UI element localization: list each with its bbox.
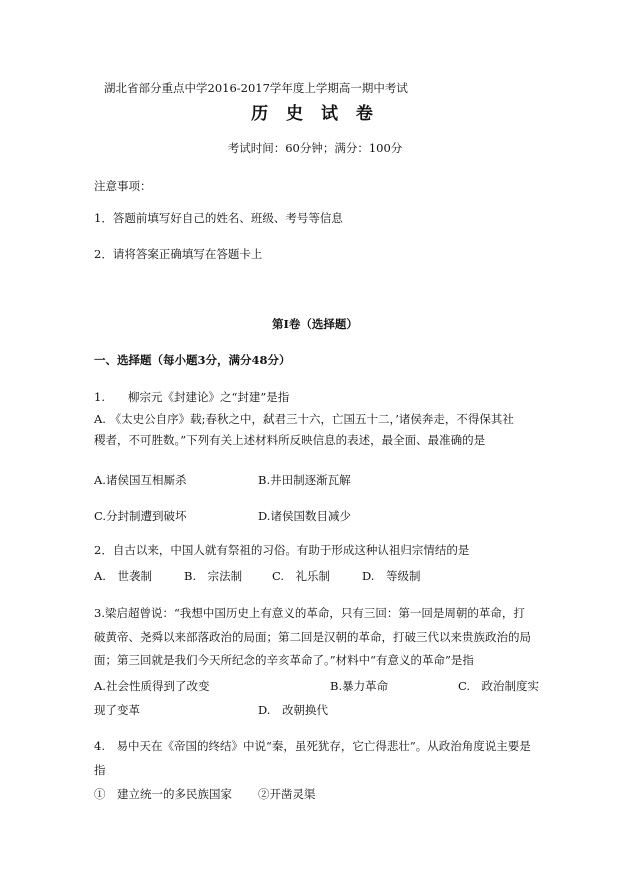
q1-option-a: A.诸侯国互相厮杀	[94, 473, 187, 487]
q3-option-d: D. 改朝换代	[258, 703, 328, 717]
q4-option-1: ① 建立统一的多民族国家	[94, 787, 232, 801]
q1-stem: 1. 柳宗元《封建论》之“封建”是指	[94, 390, 290, 404]
q4-line-2: 指	[94, 763, 106, 777]
notice-item-2: 2．请将答案正确填写在答题卡上	[94, 247, 263, 261]
q2-option-a: A. 世袭制	[94, 569, 152, 583]
school-line: 湖北省部分重点中学2016-2017学年度上学期高一期中考试	[104, 81, 408, 95]
q2-option-b: B. 宗法制	[184, 569, 243, 583]
exam-info: 考试时间：60分钟；满分：100分	[227, 141, 403, 155]
notice-heading: 注意事项：	[94, 179, 152, 193]
q3-option-c: C. 政治制度实	[458, 679, 540, 693]
q2-stem: 2．自古以来，中国人就有祭祖的习俗。有助于形成这种认祖归宗情结的是	[94, 543, 470, 557]
q1-option-d: D.诸侯国数目减少	[258, 509, 351, 523]
q1-line-2: 稷者，不可胜数。”下列有关上述材料所反映信息的表述，最全面、最准确的是	[94, 433, 486, 447]
q1-option-c: C.分封制遭到破坏	[94, 509, 187, 523]
q3-option-a: A.社会性质得到了改变	[94, 679, 210, 693]
exam-title: 历 史 试 卷	[251, 104, 379, 124]
q2-option-c: C. 礼乐制	[272, 569, 331, 583]
q3-option-c-continued: 现了变革	[94, 703, 140, 717]
q4-line-1: 4. 易中天在《帝国的终结》中说“秦，虽死犹存，它亡得悲壮”。从政治角度说主要是	[94, 739, 531, 753]
part-title: 一、选择题（每小题3分，满分48分）	[94, 353, 291, 367]
volume-title: 第I卷（选择题）	[272, 317, 358, 331]
q3-line-2: 破黄帝、尧舜以来部落政治的局面；第二回是汉朝的革命，打破三代以来贵族政治的局	[94, 630, 531, 644]
q4-option-2: ②开凿灵渠	[258, 787, 316, 801]
q1-option-b: B.井田制逐渐瓦解	[258, 473, 351, 487]
q3-line-3: 面；第三回就是我们今天所纪念的辛亥革命了。”材料中“有意义的革命”是指	[94, 653, 474, 667]
q3-line-1: 3.梁启超曾说：“我想中国历史上有意义的革命，只有三回：第一回是周朝的革命，打	[94, 606, 525, 620]
q2-option-d: D. 等级制	[362, 569, 421, 583]
notice-item-1: 1．答题前填写好自己的姓名、班级、考号等信息	[94, 211, 343, 225]
q3-option-b: B.暴力革命	[330, 679, 389, 693]
q1-line-1: A. 《太史公自序》载;春秋之中，弑君三十六，亡国五十二，’诸侯奔走，不得保其社	[94, 412, 514, 426]
